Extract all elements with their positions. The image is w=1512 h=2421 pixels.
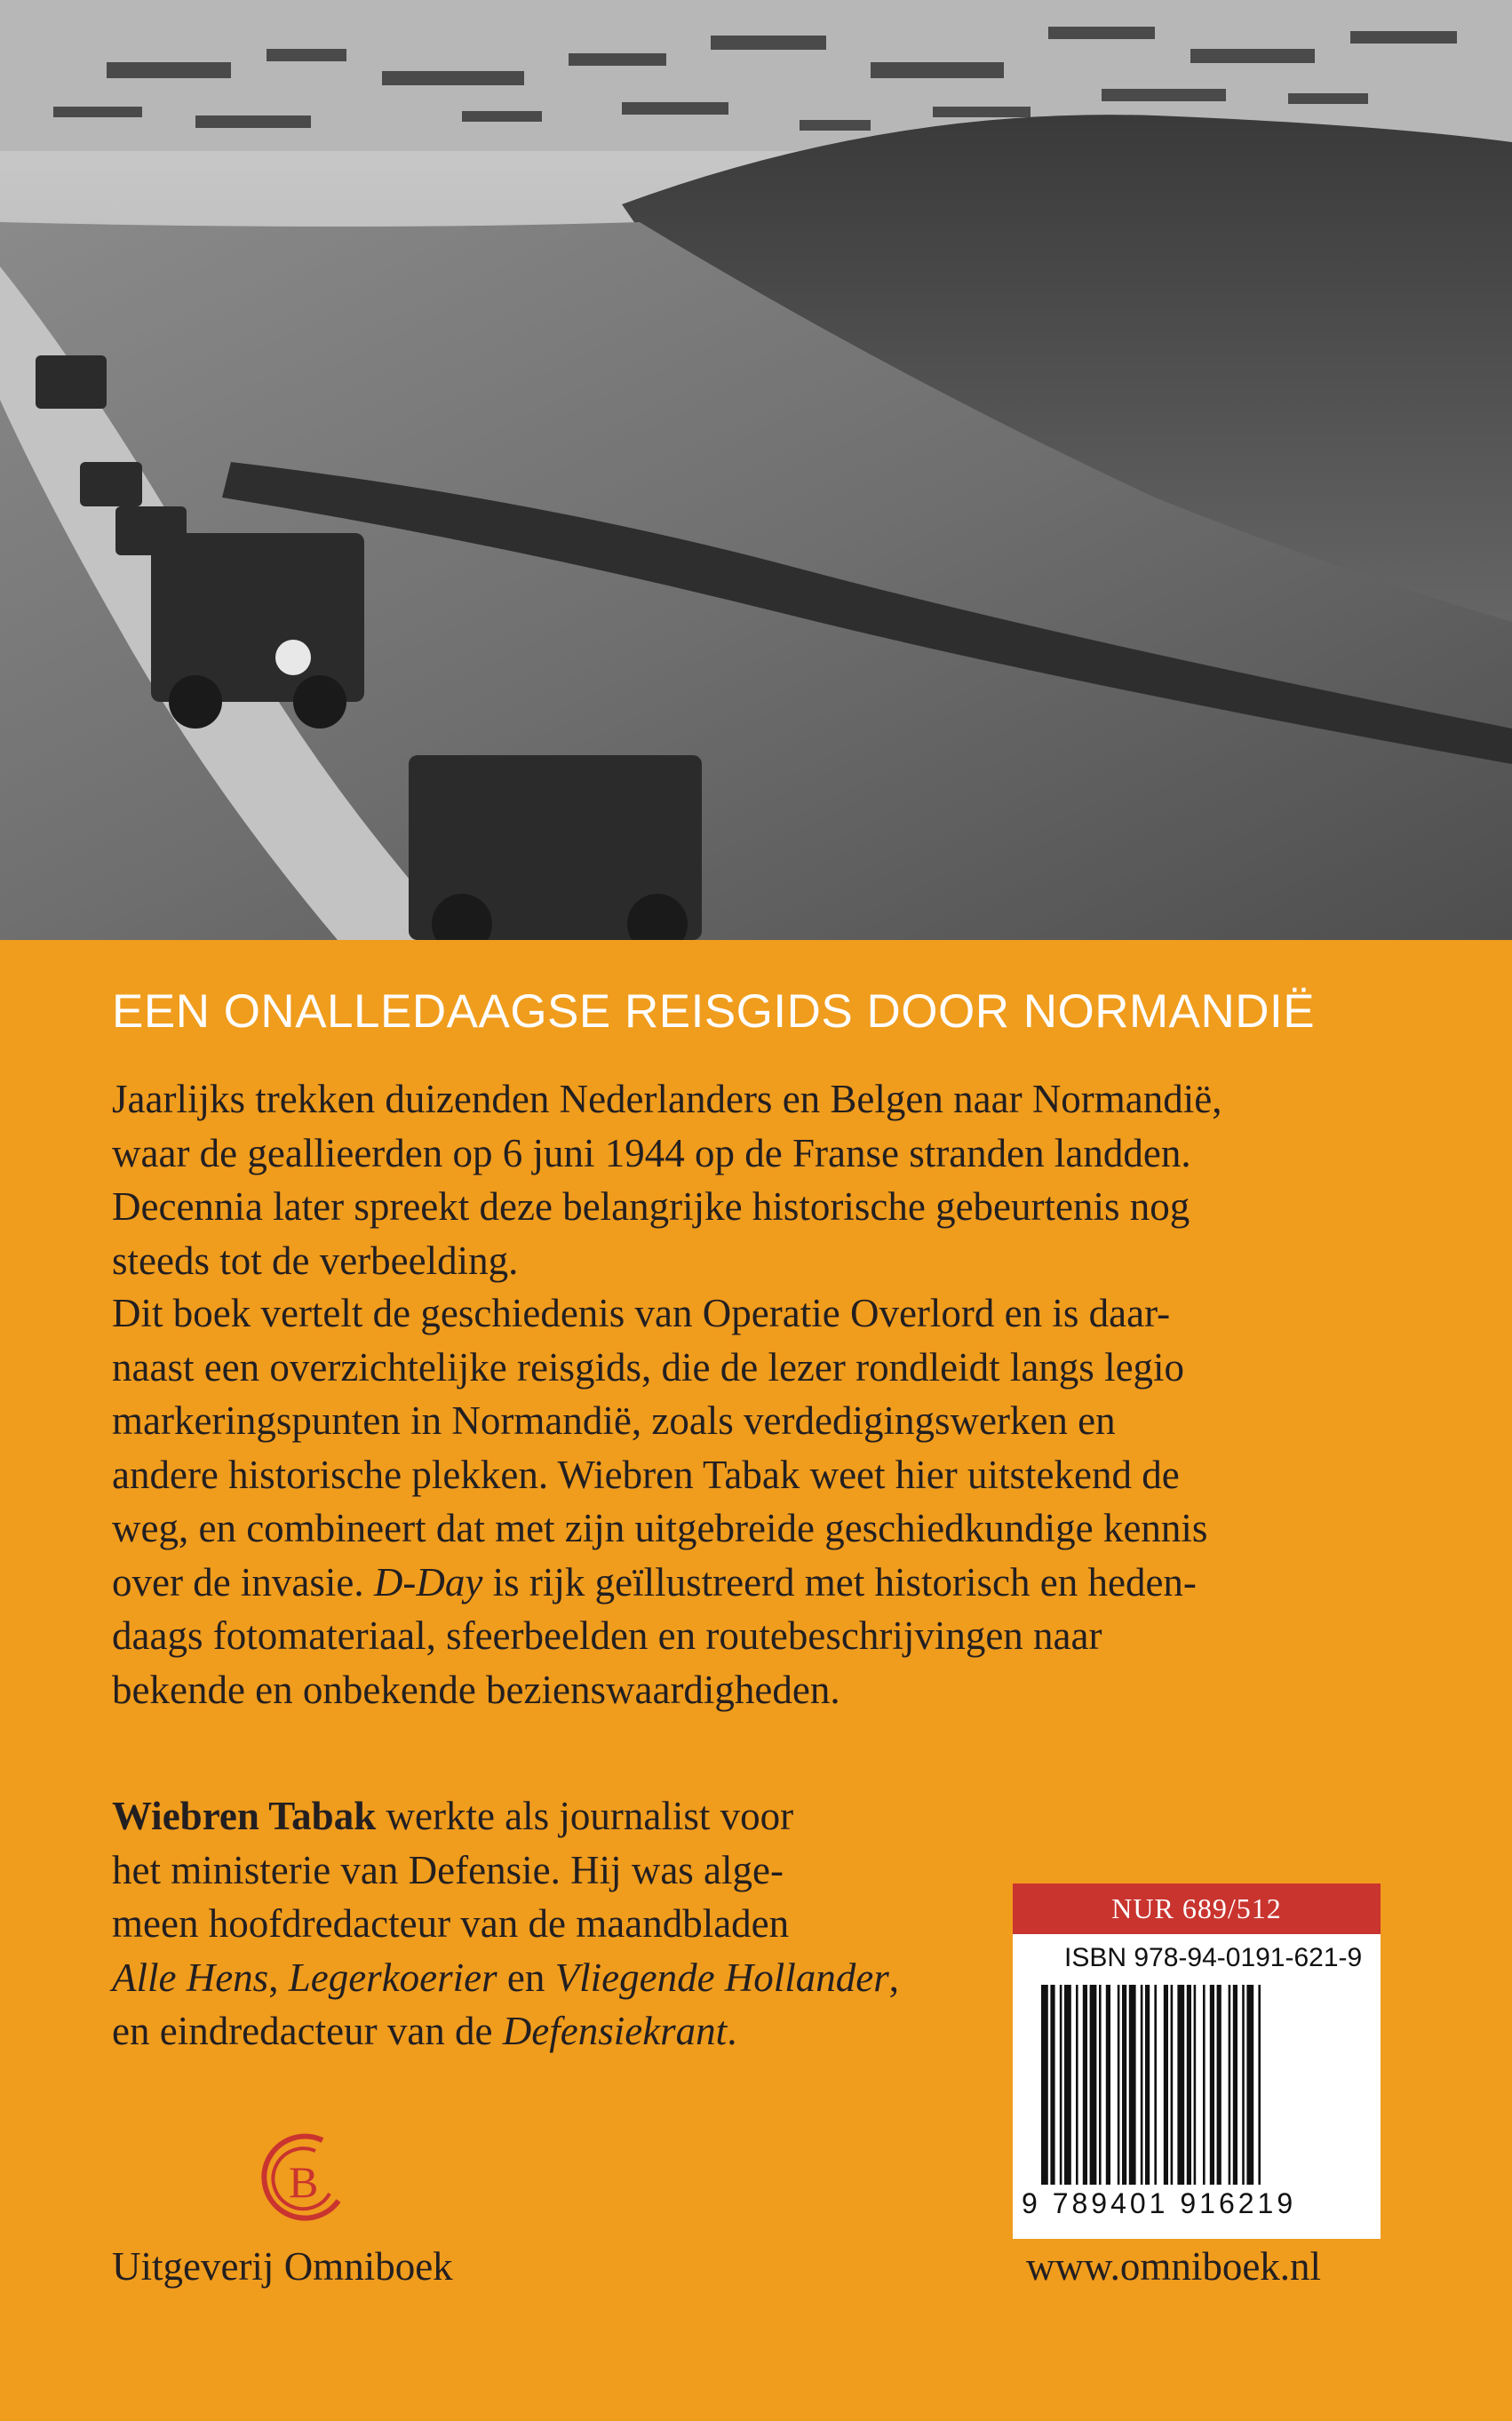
barcode-bar bbox=[1154, 1985, 1157, 2185]
barcode-bar bbox=[1060, 1985, 1062, 2185]
barcode-bar bbox=[1242, 1985, 1245, 2185]
text-line: meen hoofdredacteur van de maandbladen bbox=[112, 1901, 790, 1946]
book-title: D-Day bbox=[373, 1559, 483, 1605]
text-line: markeringspunten in Normandië, zoals verdedigingswerken en bbox=[112, 1398, 1116, 1443]
barcode-bar bbox=[1076, 1985, 1078, 2185]
publisher-logo-letter: B bbox=[289, 2157, 319, 2207]
text-segment: is rijk geïllustreerd met historisch en heden- bbox=[482, 1559, 1197, 1605]
text-line: steeds tot de verbeelding. bbox=[112, 1238, 519, 1283]
text-segment: en eindredacteur van de bbox=[112, 2009, 503, 2053]
text-line: daags fotomateriaal, sfeerbeelden en routebeschrijvingen naar bbox=[112, 1613, 1102, 1658]
magazine-title: Defensiekrant bbox=[502, 2009, 728, 2053]
barcode-bar bbox=[1099, 1985, 1102, 2185]
barcode-bar bbox=[1064, 1985, 1071, 2185]
text-line: bekende en onbekende bezienswaardigheden. bbox=[112, 1667, 840, 1712]
barcode-bar bbox=[1187, 1985, 1191, 2185]
barcode-bar bbox=[1194, 1985, 1197, 2185]
text-line bbox=[112, 1789, 1045, 1844]
publisher-logo bbox=[253, 2128, 355, 2230]
text-line: andere historische plekken. Wiebren Tabak weet hier uitstekend de bbox=[112, 1452, 1180, 1497]
barcode-bar bbox=[1083, 1985, 1087, 2185]
barcode-bar bbox=[1050, 1985, 1054, 2185]
barcode-bar bbox=[1141, 1985, 1143, 2185]
description-paragraph-1 bbox=[112, 1072, 1444, 1287]
barcode-bar bbox=[1217, 1985, 1222, 2185]
text-segment: , bbox=[268, 1955, 289, 2000]
barcode-bar bbox=[1210, 1985, 1214, 2185]
barcode-bar bbox=[1122, 1985, 1126, 2185]
text-segment: , bbox=[888, 1955, 900, 2000]
text-segment: . bbox=[727, 2009, 737, 2053]
author-name: Wiebren Tabak bbox=[112, 1794, 377, 1838]
text-line: weg, en combineert dat met zijn uitgebreide geschiedkundige kennis bbox=[112, 1506, 1208, 1550]
barcode-bar bbox=[1246, 1985, 1253, 2185]
text-line: Decennia later spreekt deze belangrijke historische gebeurtenis nog bbox=[112, 1184, 1190, 1229]
barcode-bar bbox=[1090, 1985, 1097, 2185]
publisher-name: Uitgeverij Omniboek bbox=[112, 2244, 453, 2289]
barcode-bar bbox=[1171, 1985, 1174, 2185]
barcode-bar bbox=[1229, 1985, 1231, 2185]
barcode-bar bbox=[1164, 1985, 1168, 2185]
barcode-bar bbox=[1203, 1985, 1206, 2185]
headline: EEN ONALLEDAAGSE REISGIDS DOOR NORMANDIË bbox=[112, 985, 1316, 1038]
barcode-bar bbox=[1118, 1985, 1120, 2185]
description-paragraph-2 bbox=[112, 1286, 1444, 1716]
publisher-website[interactable]: www.omniboek.nl bbox=[1026, 2244, 1322, 2289]
text-line bbox=[112, 1556, 1444, 1610]
isbn-number: ISBN 978-94-0191-621-9 bbox=[1064, 1943, 1363, 1972]
magazine-title: Vliegende Hollander bbox=[554, 1955, 889, 2000]
magazine-title: Legerkoerier bbox=[288, 1955, 497, 2000]
text-segment: en bbox=[497, 1955, 555, 2000]
barcode-bar bbox=[1233, 1985, 1237, 2185]
text-line: het ministerie van Defensie. Hij was alge- bbox=[112, 1847, 784, 1892]
text-line: Dit boek vertelt de geschiedenis van Operatie Overlord en is daar- bbox=[112, 1291, 1171, 1335]
author-bio bbox=[112, 1789, 1045, 2059]
cover-photo bbox=[0, 0, 1512, 940]
barcode bbox=[1038, 1985, 1357, 2198]
barcode-bar bbox=[1145, 1985, 1150, 2185]
magazine-title: Alle Hens bbox=[112, 1955, 269, 2000]
barcode-bar bbox=[1258, 1985, 1261, 2185]
text-line bbox=[112, 2004, 1045, 2059]
text-segment: werkte als journalist voor bbox=[376, 1794, 794, 1838]
text-line bbox=[112, 1951, 1045, 2005]
barcode-bar bbox=[1177, 1985, 1184, 2185]
barcode-bar bbox=[1041, 1985, 1048, 2185]
barcode-digits: 9 789401 916219 bbox=[1022, 2187, 1297, 2219]
text-segment: over de invasie. bbox=[112, 1559, 374, 1605]
text-line: naast een overzichtelijke reisgids, die de lezer rondleidt langs legio bbox=[112, 1344, 1185, 1390]
nur-code: NUR 689/512 bbox=[1013, 1883, 1381, 1934]
barcode-bar bbox=[1129, 1985, 1136, 2185]
military-convoy-photo bbox=[0, 0, 1512, 940]
barcode-bar bbox=[1106, 1985, 1110, 2185]
text-line: Jaarlijks trekken duizenden Nederlanders en Belgen naar Normandië, bbox=[112, 1077, 1222, 1121]
text-line: waar de geallieerden op 6 juni 1944 op de Franse stranden landden. bbox=[112, 1130, 1191, 1175]
